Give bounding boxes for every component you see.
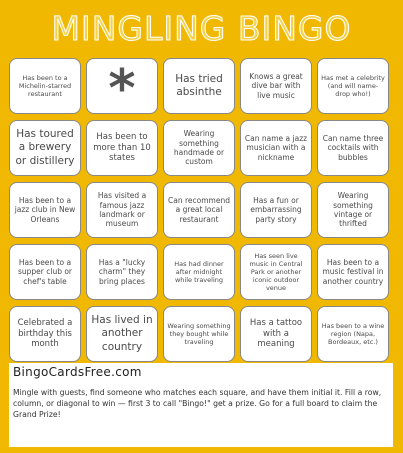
bingo-square[interactable] [317, 182, 389, 238]
bingo-square[interactable] [9, 182, 81, 238]
bingo-square[interactable] [240, 306, 312, 362]
bingo-square[interactable] [86, 182, 158, 238]
site-credit: BingoCardsFree.com [13, 365, 142, 379]
square-label: Has been to more than 10 states [93, 132, 151, 164]
square-label: Has been to a wine region (Napa, Bordeaux, etc.) [321, 321, 385, 347]
bingo-square[interactable] [317, 306, 389, 362]
asterisk-icon: * [108, 59, 136, 114]
square-label: Has been to a jazz club in New Orleans [14, 195, 76, 224]
bingo-square[interactable] [240, 58, 312, 114]
bingo-square[interactable] [317, 244, 389, 300]
square-label: Wearing something handmade or custom [173, 129, 225, 167]
bingo-grid [9, 58, 393, 364]
footer-panel [9, 363, 393, 447]
bingo-square[interactable] [240, 182, 312, 238]
bingo-square[interactable] [9, 306, 81, 362]
square-label: Has been to a Michelin-starred restaurant [18, 73, 72, 99]
bingo-square[interactable] [86, 120, 158, 176]
bingo-square[interactable] [86, 244, 158, 300]
free-square[interactable] [86, 58, 158, 114]
square-label: Has a tattoo with a meaning [249, 318, 303, 350]
bingo-square[interactable] [86, 306, 158, 362]
square-label: Has met a celebrity (and will name-drop who!) [321, 73, 385, 99]
instructions-text: Mingle with guests, find someone who matches each square, and have them initial it. Fill a row, column, or diagonal to win — first 3 to call "Bingo!" get a prize. Go for a full board to claim the Grand Prize! [13, 388, 382, 419]
bingo-square[interactable] [163, 306, 235, 362]
bingo-square[interactable] [317, 58, 389, 114]
bingo-square[interactable] [163, 58, 235, 114]
square-label: Wearing something vintage or thrifted [333, 191, 373, 229]
square-label: Has toured a brewery or distillery [15, 128, 75, 167]
square-label: Has seen live music in Central Park or another iconic outdoor venue [249, 251, 303, 293]
bingo-square[interactable] [9, 120, 81, 176]
square-label: Can recommend a great local restaurant [168, 195, 230, 224]
bingo-square[interactable] [9, 244, 81, 300]
square-label: Can name three cocktails with bubbles [322, 133, 384, 162]
bingo-square[interactable] [163, 244, 235, 300]
bingo-square[interactable] [240, 244, 312, 300]
square-label: Has been to a music festival in another country [322, 257, 384, 286]
square-label: Has had dinner after midnight while traveling [174, 259, 224, 285]
square-label: Has tried absinthe [175, 72, 223, 98]
square-label: Has a "lucky charm" they bring places [98, 257, 146, 286]
square-label: Has a fun or embarrassing party story [250, 195, 302, 224]
bingo-square[interactable] [240, 120, 312, 176]
bingo-square[interactable] [9, 58, 81, 114]
bingo-square[interactable] [163, 182, 235, 238]
square-label: Knows a great dive bar with live music [249, 71, 303, 100]
bingo-square[interactable] [317, 120, 389, 176]
square-label: Can name a jazz musician with a nickname [244, 133, 308, 162]
card-title: MINGLING BINGO [51, 9, 352, 48]
square-label: Has visited a famous jazz landmark or museum [97, 191, 147, 229]
square-label: Has lived in another country [91, 314, 153, 353]
square-label: Celebrated a birthday this month [17, 318, 73, 350]
bingo-square[interactable] [163, 120, 235, 176]
square-label: Has been to a supper club or chef's table [17, 257, 73, 286]
square-label: Wearing something they bought while traveling [167, 321, 231, 347]
